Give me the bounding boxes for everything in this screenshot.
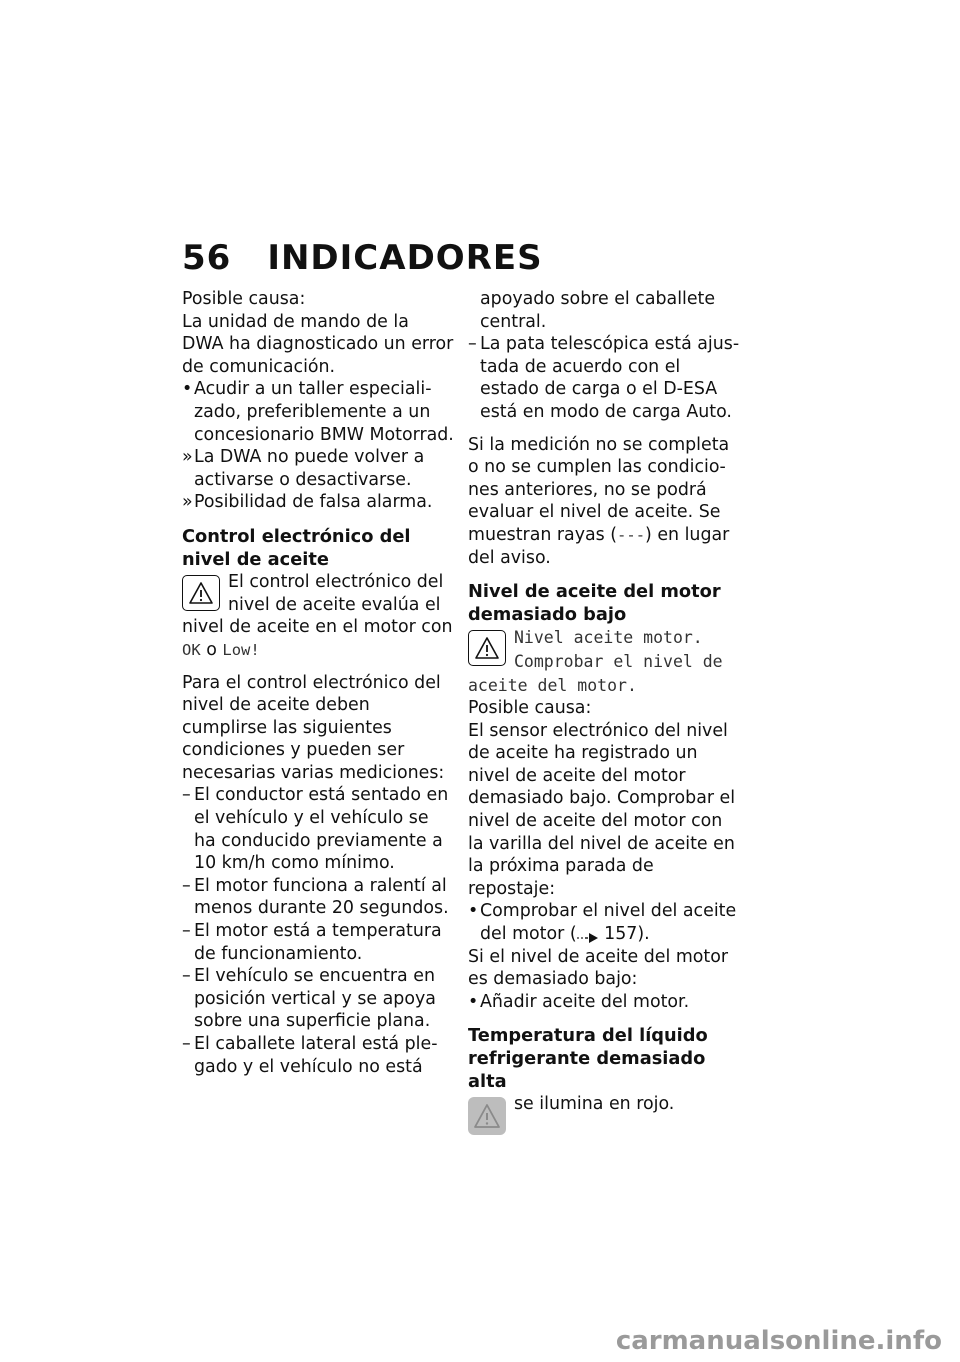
list-item-text: Añadir aceite del motor.: [480, 991, 690, 1012]
list-item: – El conductor está sentado en el vehículo y el vehículo se ha conducido previamente a 10 km/h como mínimo.: [182, 785, 449, 874]
status-low: Low!: [222, 640, 260, 659]
cause-text: El sensor electrónico del nivel de aceite ha registrado un nivel de aceite del motor demasiado bajo. Comprobar el nivel de aceite del motor con la varilla del nivel de aceite en la próxima parada de repostaje:: [468, 720, 736, 899]
warning-triangle-icon: [182, 575, 220, 611]
status-ok: OK: [182, 640, 201, 659]
chapter-title: INDICADORES: [267, 238, 543, 278]
page-reference-arrow-icon: [577, 928, 599, 940]
list-item-text: apoyado sobre el caballete central.: [480, 289, 716, 332]
oil-control-text: El control electrónico del nivel de aceite evalúa el nivel de aceite en el motor con: [182, 572, 453, 638]
oil-control-block: [182, 571, 454, 661]
warning-triangle-icon: [468, 630, 506, 666]
bullet-mark: •: [182, 379, 193, 400]
list-item: [182, 378, 454, 446]
list-item: – El motor está a temperatura de funcionamiento.: [182, 921, 442, 964]
cause-text: La unidad de mando de la DWA ha diagnosticado un error de comunicación.: [182, 311, 454, 377]
conjunction: o: [206, 639, 217, 660]
watermark: carmanualsonline.info: [615, 1326, 942, 1356]
page-number: 56: [182, 238, 232, 278]
list-item-text: El vehículo se encuentra en posición vertical y se apoya sobre una superficie plana.: [194, 966, 436, 1032]
list-item-text: El motor funciona a ralentí al menos durante 20 segundos.: [194, 875, 449, 919]
page-header: [182, 238, 543, 278]
coolant-text: se ilumina en rojo.: [514, 1094, 675, 1115]
conditions-list-cont: [468, 288, 740, 424]
conditions-intro: Para el control electrónico del nivel de aceite deben cumplirse las siguientes condiciones y pueden ser necesarias varias mediciones:: [182, 672, 445, 783]
conditions-list: [182, 784, 454, 1078]
right-column: [468, 288, 740, 1139]
bullet-mark: »: [182, 492, 193, 513]
intro-bullet-list: [182, 378, 454, 514]
page-reference: 157).: [604, 924, 650, 945]
incomplete-measurement-text: Si la medición no se completa o no se cumplen las condiciones anteriores, no se podrá evaluar el nivel de aceite. Se muestran rayas (---) en lugar del aviso.: [468, 434, 730, 568]
list-item: – La pata telescópica está ajustada de acuerdo con el estado de carga o el D-ESA está en modo de carga Auto.: [468, 334, 740, 422]
dashes-display: ---: [617, 525, 646, 544]
oil-low-text: Si el nivel de aceite del motor es demasiado bajo:: [468, 946, 729, 990]
list-item-text: Acudir a un taller especializado, preferiblemente a un concesionario BMW Motorrad.: [194, 379, 454, 445]
list-item: • Comprobar el nivel del aceite del motor ( 157).: [468, 901, 737, 945]
list-item: – El caballete lateral está plegado y el vehículo no está: [182, 1034, 438, 1077]
list-item-text: El motor está a temperatura de funcionamiento.: [194, 921, 442, 964]
list-item: [182, 446, 454, 491]
list-item-text: Posibilidad de falsa alarma.: [194, 492, 433, 513]
oil-low-actions: [468, 900, 740, 945]
cause-label: Posible causa:: [182, 289, 306, 309]
section-heading-oil-control: Control electrónico del nivel de aceite: [182, 525, 411, 570]
list-item: [182, 491, 454, 514]
list-item-text: La DWA no puede volver a activarse o desactivarse.: [194, 447, 425, 490]
list-item: [468, 288, 740, 333]
list-item: – El vehículo se encuentra en posición vertical y se apoya sobre una superficie plana.: [182, 966, 436, 1032]
section-heading-coolant: Temperatura del líquido refrigerante demasiado alta: [468, 1025, 708, 1092]
left-column: [182, 288, 454, 1078]
list-item-text: El conductor está sentado en el vehículo y el vehículo se ha conducido previamente a 10 km/h como mínimo.: [194, 785, 449, 874]
cause-label: Posible causa:: [468, 698, 592, 719]
coolant-block: [468, 1093, 740, 1139]
list-item-text: La pata telescópica está ajustada de acuerdo con el estado de carga o el D-ESA está en modo de carga Auto.: [480, 334, 740, 422]
oil-low-block: [468, 626, 740, 697]
list-item: • Añadir aceite del motor.: [468, 991, 690, 1012]
list-item: – El motor funciona a ralentí al menos durante 20 segundos.: [182, 875, 449, 919]
list-item-text: El caballete lateral está plegado y el vehículo no está: [194, 1034, 438, 1077]
section-heading-oil-low: Nivel de aceite del motor demasiado bajo: [468, 581, 721, 625]
oil-low-message: Nivel aceite motor. Comprobar el nivel de aceite del motor.: [468, 628, 723, 695]
bullet-mark: »: [182, 447, 193, 468]
warning-triangle-red-icon: [468, 1097, 506, 1135]
